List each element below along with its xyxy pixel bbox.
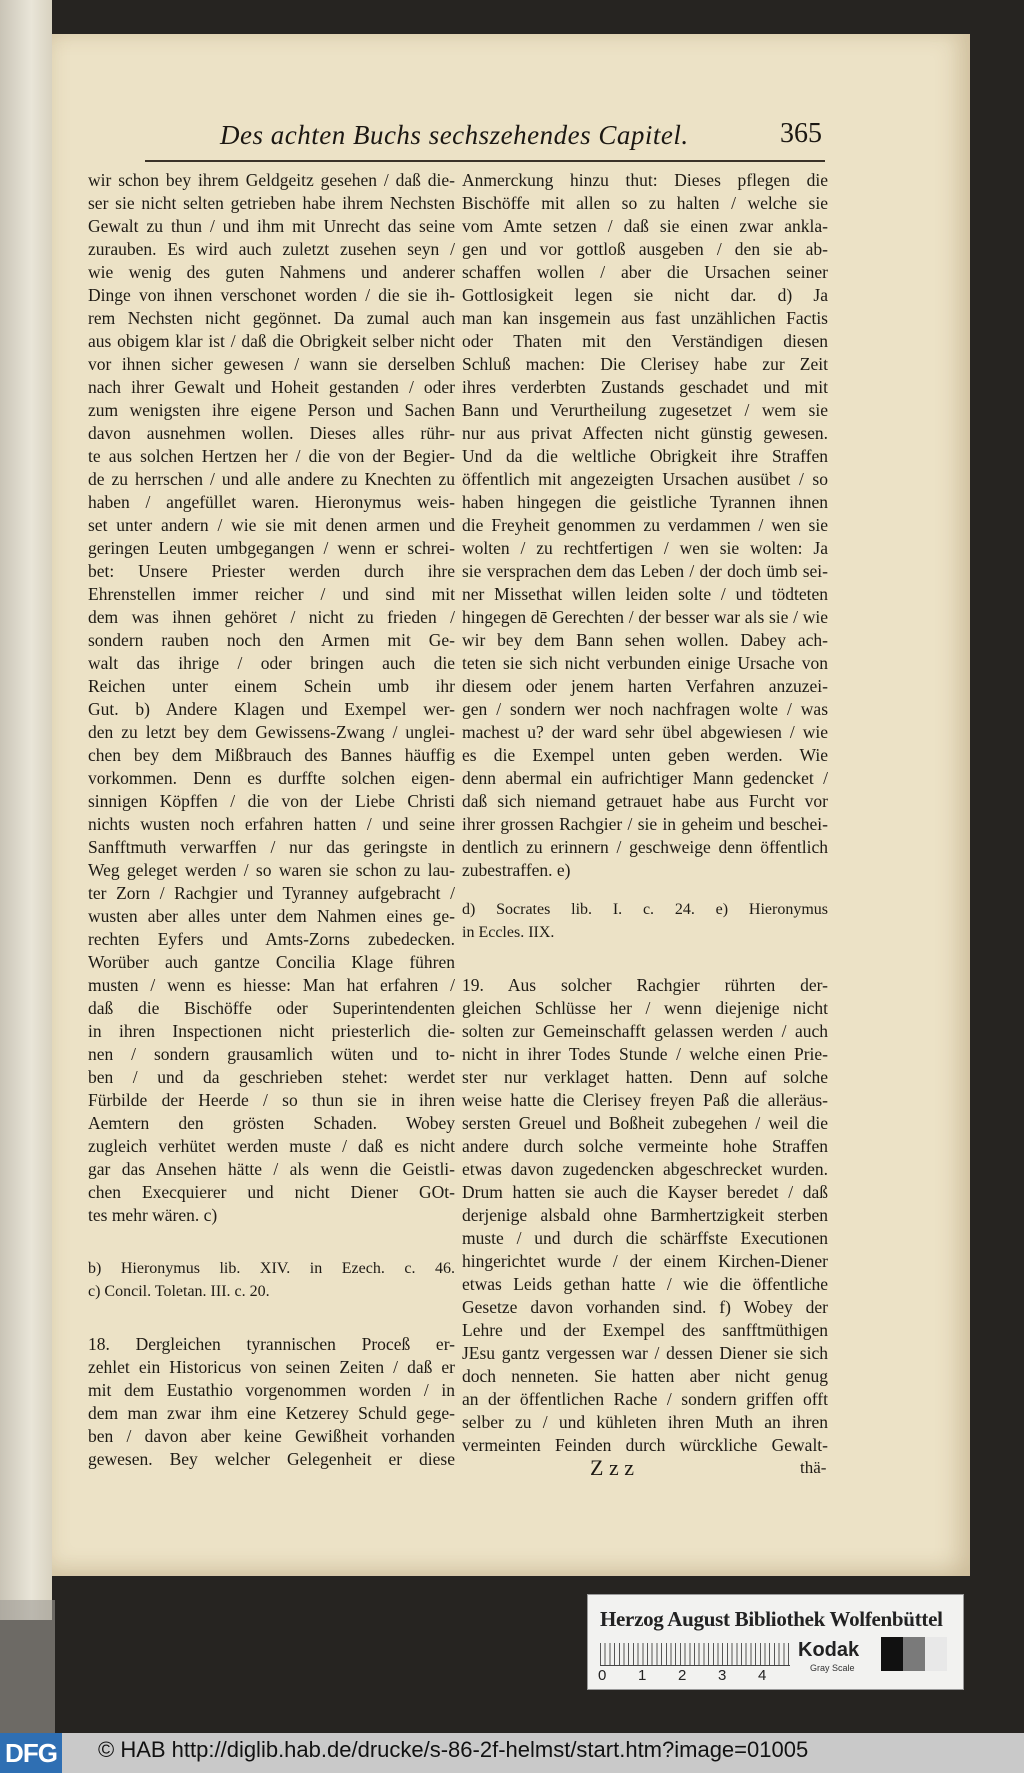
text-line: sie versprachen dem das Leben / der doch ümb sei- [462,561,828,581]
text-line: Gut. b) Andere Klagen und Exempel wer- [88,699,455,719]
footnote: c) Concil. Toletan. III. c. 20. [88,1283,270,1300]
text-line: daß sich niemand getrauet habe aus Furcht vor [462,791,828,811]
text-line: weise hatte die Clerisey freyen Paß die alleräus- [462,1090,828,1110]
ruler-number: 3 [718,1667,727,1684]
text-line: Ehrenstellen immer reicher / und sind mit [88,584,455,604]
ruler-numbers [598,1667,798,1684]
text-line: ster nur verklaget hatten. Denn auf solche [462,1067,828,1087]
text-line: wir bey dem Bann sehen wollen. Dabey ach- [462,630,828,650]
text-line: gar das Ansehen hätte / als wenn die Geistli- [88,1159,455,1179]
text-line: an der öffentlichen Rache / sondern griffen offt [462,1389,828,1409]
text-line: dem was ihnen gehöret / nicht zu frieden / [88,607,455,627]
text-line: wie wenig des guten Nahmens und anderer [88,262,455,282]
gray-scale-label: Gray Scale [810,1663,855,1673]
text-line: nicht in ihrer Todes Stunde / welche einen Prie- [462,1044,828,1064]
gray-swatches [881,1637,947,1671]
text-line: man kan insgemein aus fast unzählichen Factis [462,308,828,328]
text-line: zehlet ein Historicus von seinen Zeiten / daß er [88,1357,455,1377]
text-line: Und da die weltliche Obrigkeit ihre Straffen [462,446,828,466]
text-line: oder Thaten mit den Verständigen diesen [462,331,828,351]
spacer [462,882,828,898]
text-line: teten sie sich nicht verbunden einige Ursache von [462,653,828,673]
text-line: rechten Eyfers und Amts-Zorns zubedecken. [88,929,455,949]
previous-page-shadow [0,1600,55,1740]
text-line: daß die Bischöffe oder Superintendenten [88,998,455,1018]
catchword: thä- [800,1458,827,1477]
text-line: rem Nechsten nicht gegönnet. Da zumal auch [88,308,455,328]
text-line: Anmerckung hinzu thut: Dieses pflegen die [462,170,828,190]
text-line: haben hingegen die geistliche Tyrannen ihnen [462,492,828,512]
text-line: Sanfftmuth verwarffen / nur das geringste in [88,837,455,857]
text-line: tes mehr wären. c) [88,1205,218,1225]
text-line: derjenige alsbald ohne Barmhertzigkeit sterben [462,1205,828,1225]
ruler-scale [600,1643,790,1666]
text-line: sondern rauben noch den Armen mit Ge- [88,630,455,650]
text-line: zum wenigsten ihre eigene Person und Sachen [88,400,455,420]
text-line: die Freyheit genommen zu verdammen / wen sie [462,515,828,535]
text-line: chen Execquierer und nicht Diener GOt- [88,1182,455,1202]
text-line: geringen Leuten umbgegangen / wenn er schrei- [88,538,455,558]
footnote: in Eccles. IIX. [462,924,555,941]
kodak-brand: Kodak [798,1639,860,1661]
text-line: ter Zorn / Rachgier und Tyranney aufgebracht / [88,883,455,903]
text-line: 19. Aus solcher Rachgier rührten der- [462,975,828,995]
text-line: öffentlich mit angezeigten Ursachen ausübet / so [462,469,828,489]
text-line: Lehre und der Exempel des sanfftmüthigen [462,1320,828,1340]
text-line: 18. Dergleichen tyrannischen Proceß er- [88,1334,455,1354]
right-column [462,169,828,1457]
text-line: nur aus privat Affecten nicht günstig gewesen. [462,423,828,443]
text-line: gewesen. Bey welcher Gelegenheit er diese [88,1449,455,1469]
text-line: ihrer grossen Rachgier / sie in geheim und beschei- [462,814,828,834]
spacer [88,1227,455,1257]
text-line: Drum hatten sie auch die Kayser beredet / daß [462,1182,828,1202]
text-line: Bann und Verurtheilung zugesetzet / wem sie [462,400,828,420]
text-line: Gewalt zu thun / und ihm mit Unrecht das seine [88,216,455,236]
text-line: gen und vor gottloß ausgeben / den sie ab- [462,239,828,259]
text-line: gleichen Schlüsse her / wenn diejenige nicht [462,998,828,1018]
text-line: andere durch solche vermeinte hohe Straffen [462,1136,828,1156]
text-line: hingerichtet wurde / der einem Kirchen-Diener [462,1251,828,1271]
text-line: aus obigem klar ist / daß die Obrigkeit selber nicht [88,331,455,351]
text-line: ser sie nicht selten getrieben habe ihrem Nechsten [88,193,455,213]
text-line: de zu herrschen / und alle andere zu Knechten zu [88,469,455,489]
text-line: nichts wusten noch erfahren hatten / und seine [88,814,455,834]
text-line: mit dem Eustathio vorgenommen worden / in [88,1380,455,1400]
text-line: selber zu / und kühleten ihren Muth an ihren [462,1412,828,1432]
text-line: Aemtern den grösten Schaden. Wobey [88,1113,455,1133]
footnote: b) Hieronymus lib. XIV. in Ezech. c. 46. [88,1260,455,1277]
footnote: d) Socrates lib. I. c. 24. e) Hieronymus [462,901,828,918]
text-line: vorkommen. Denn es durffte solchen eigen- [88,768,455,788]
text-line: ner Missethat willen leiden solte / und tödteten [462,584,828,604]
text-line: dentlich zu erinnern / geschweige denn öffentlich [462,837,828,857]
ruler-number: 1 [638,1667,647,1684]
text-line: zubestraffen. e) [462,860,571,880]
text-line: chen bey dem Mißbrauch des Bannes häuffig [88,745,455,765]
text-line: diesem oder jenem harten Verfahren anzuzei- [462,676,828,696]
text-line: davon ausnehmen wollen. Dieses alles rühr- [88,423,455,443]
signature-mark: Z z z [590,1455,634,1480]
gray-swatch [925,1637,947,1671]
left-column [88,169,455,1471]
text-line: etwas Leids gethan hatte / wie die öffentliche [462,1274,828,1294]
copyright-link[interactable]: © HAB http://diglib.hab.de/drucke/s-86-2f-helmst/start.htm?image=01005 [98,1737,809,1762]
text-line: zurauben. Es wird auch zuletzt zusehen seyn / [88,239,455,259]
text-line: machest u? der ward sehr übel abgewiesen / wie [462,722,828,742]
text-line: walt das ihrige / oder bringen auch die [88,653,455,673]
text-line: es die Exempel unten geben werden. Wie [462,745,828,765]
text-line: te aus solchen Hertzen her / die von der Begier- [88,446,455,466]
ruler-number: 0 [598,1667,607,1684]
text-line: Dinge von ihnen verschonet worden / die sie ih- [88,285,455,305]
dfg-logo: DFG [0,1733,62,1773]
text-line: gen / sondern wer noch nachfragen wolte / was [462,699,828,719]
text-line: Gesetze davon vorhanden sind. f) Wobey der [462,1297,828,1317]
text-line: muste / und durch die schärffste Executionen [462,1228,828,1248]
text-line: hingegen dē Gerechten / der besser war als sie / wie [462,607,828,627]
gray-swatch [881,1637,903,1671]
text-line: musten / wenn es hiesse: Man hat erfahren / [88,975,455,995]
footer-bar [0,1733,1024,1773]
text-line: Worüber auch gantze Concilia Klage führen [88,952,455,972]
spacer [462,944,828,974]
text-line: den zu letzt bey dem Gewissens-Zwang / unglei- [88,722,455,742]
header-rule [145,160,825,162]
spacer [88,1303,455,1333]
text-line: doch nenneten. Sie hatten aber nicht genug [462,1366,828,1386]
text-line: haben / angefüllet waren. Hieronymus weis- [88,492,455,512]
text-line: Bischöffe mit allen so zu halten / welche sie [462,193,828,213]
text-line: schaffen wollen / aber die Ursachen seiner [462,262,828,282]
text-line: set unter andern / wie sie mit denen armen und [88,515,455,535]
text-line: wolten / zu rechtfertigen / wen sie wolten: Ja [462,538,828,558]
text-line: Gottlosigkeit legen sie nicht dar. d) Ja [462,285,828,305]
text-line: ben / davon aber keine Gewißheit vorhanden [88,1426,455,1446]
gray-swatch [903,1637,925,1671]
text-line: ben / und da geschrieben stehet: werdet [88,1067,455,1087]
ruler-number: 2 [678,1667,687,1684]
text-line: sersten Greuel und Boßheit zubegehen / weil die [462,1113,828,1133]
library-color-scale-card [587,1594,964,1690]
text-line: nach ihrer Gewalt und Hoheit gestanden / oder [88,377,455,397]
text-line: ihres verderbten Zustands geschadet und mit [462,377,828,397]
text-line: nen / sondern grausamlich wüten und to- [88,1044,455,1064]
text-line: wir schon bey ihrem Geldgeitz gesehen / daß die- [88,170,455,190]
running-head: Des achten Buchs sechszehendes Capitel. [220,120,689,150]
text-line: wusten aber alles unter dem Nahmen eines ge- [88,906,455,926]
page-number: 365 [780,118,822,149]
text-line: Fürbilde der Heerde / so thun sie in ihren [88,1090,455,1110]
text-line: Schluß machen: Die Clerisey habe zur Zeit [462,354,828,374]
ruler-number: 4 [758,1667,767,1684]
text-line: bet: Unsere Priester werden durch ihre [88,561,455,581]
text-line: solten zur Gemeinschafft gelassen werden / auch [462,1021,828,1041]
previous-page-edge [0,0,52,1620]
text-line: sinnigen Köpffen / die von der Liebe Christi [88,791,455,811]
text-line: vermeinten Feinden durch würckliche Gewalt- [462,1435,828,1455]
text-line: vor ihnen sicher gewesen / wann sie derselben [88,354,455,374]
text-line: etwas davon zugedencken abgeschrecket wurden. [462,1159,828,1179]
text-line: zugleich verhütet werden muste / daß es nicht [88,1136,455,1156]
text-line: Weg geleget werden / so waren sie schon zu lau- [88,860,455,880]
text-line: in ihren Inspectionen nicht priesterlich die- [88,1021,455,1041]
text-line: dem man zwar ihm eine Ketzerey Schuld gege- [88,1403,455,1423]
library-name: Herzog August Bibliothek Wolfenbüttel [600,1607,943,1631]
text-line: JEsu gantz vergessen war / dessen Diener sie sich [462,1343,828,1363]
text-line: vom Amte setzen / daß sie einen zwar ankla- [462,216,828,236]
text-line: Reichen unter einem Schein umb ihr [88,676,455,696]
text-line: denn abermal ein aufrichtiger Mann gedencket / [462,768,828,788]
